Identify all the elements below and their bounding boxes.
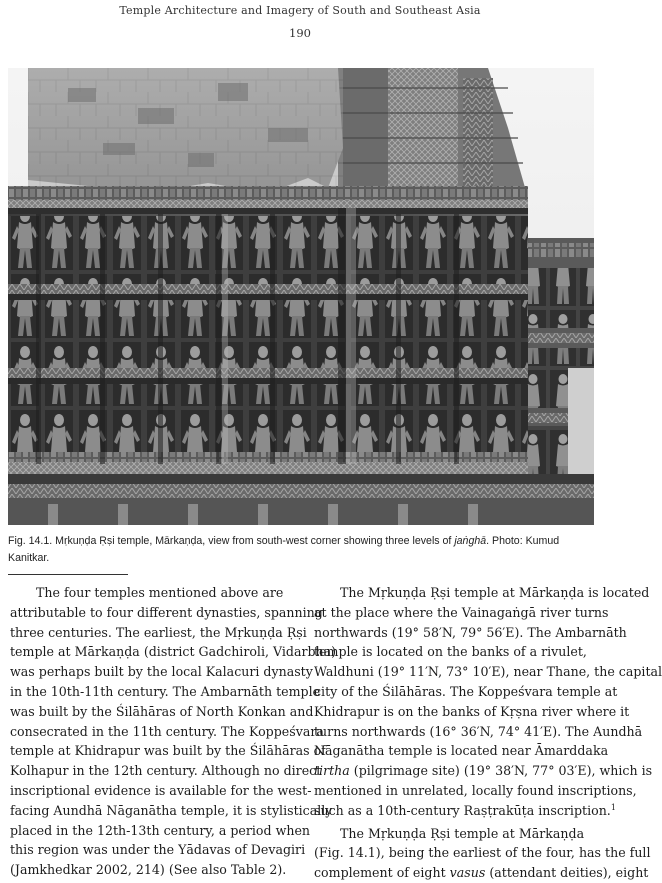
- right-line: [314, 761, 653, 781]
- left-line: facing Aundhā Nāganātha temple, it is stylistically: [10, 802, 333, 818]
- vasus-post: (attendant deities), eight: [485, 865, 649, 881]
- left-line: The four temples mentioned above are: [36, 585, 284, 600]
- right-line: turns northwards (16° 36′N, 74° 41′E). The Aundhā: [314, 723, 643, 739]
- caption-divider: [8, 574, 128, 575]
- right-paragraph-1: [314, 583, 662, 821]
- caption-text-c: Kanitkar.: [8, 551, 50, 564]
- tirtha-term: tirtha: [314, 763, 350, 779]
- temple-photo-drawing: [8, 68, 594, 525]
- left-line: was perhaps built by the local Kalacuri dynasty: [10, 664, 313, 680]
- left-line: in the 10th-11th century. The Ambarnāth temple: [10, 683, 321, 699]
- left-line: three centuries. The earliest, the Mṛkuṇḍa Ṛṣi: [10, 624, 307, 640]
- left-line: Kolhapur in the 12th century. Although no direct: [10, 763, 322, 779]
- right-line: (Fig. 14.1), being the earliest of the four, has the full: [314, 845, 651, 861]
- right-line: at the place where the Vainagaṅgā river turns: [314, 604, 609, 620]
- caption-label: Fig. 14.1.: [8, 535, 53, 547]
- left-line: consecrated in the 11th century. The Koppeśvara: [10, 723, 324, 739]
- left-line: inscriptional evidence is available for the west-: [10, 782, 312, 798]
- right-line: [314, 801, 616, 821]
- vasus-term: vasus: [449, 865, 486, 881]
- right-line: Waldhuni (19° 11′N, 73° 10′E), near Thane, the capital: [314, 664, 662, 680]
- page-number: 190: [289, 26, 311, 40]
- figure-caption: [8, 533, 594, 567]
- left-line: placed in the 12th-13th century, a period when: [10, 822, 311, 838]
- right-column: [314, 583, 662, 883]
- caption-text-italic: jaṅghā: [454, 535, 487, 547]
- left-line: was built by the Śilāhāras of North Konkan and: [10, 703, 314, 719]
- right-paragraph-2: [314, 824, 651, 883]
- right-line: mentioned in unrelated, locally found inscriptions,: [314, 782, 637, 798]
- right-line: Khidrapur is on the banks of Kṛṣna river where it: [314, 703, 630, 719]
- temple-photograph: [8, 68, 594, 525]
- right-line: Nāganātha temple is located near Āmarddaka: [314, 743, 609, 759]
- left-line: attributable to four different dynasties, spanning: [10, 604, 323, 620]
- left-line: this region was under the Yādavas of Devagiri: [10, 842, 306, 858]
- right-line: city of the Śilāhāras. The Koppeśvara temple at: [314, 683, 618, 699]
- caption-text-b: . Photo: Kumud: [486, 535, 560, 547]
- right-line: The Mṛkuṇḍa Ṛṣi temple at Mārkaṇḍa: [340, 825, 585, 841]
- right-line: temple is located on the banks of a rivulet,: [314, 644, 587, 660]
- right-line: northwards (19° 58′N, 79° 56′E). The Ambarnāth: [314, 624, 627, 640]
- left-line: temple at Khidrapur was built by the Śilāhāras of: [10, 743, 326, 759]
- left-line: temple at Mārkaṇḍa (district Gadchiroli, Vidarbha): [10, 644, 337, 660]
- tirtha-rest: (pilgrimage site) (19° 38′N, 77° 03′E), which is: [349, 763, 653, 779]
- right-line: The Mṛkuṇḍa Ṛṣi temple at Mārkaṇḍa is located: [340, 585, 650, 600]
- right-line: [314, 863, 649, 883]
- vasus-pre: complement of eight: [314, 865, 450, 881]
- caption-text-a: Mṛkuṇḍa Ṛṣi temple, Mārkaṇḍa, view from south-west corner showing three levels of: [52, 535, 455, 547]
- running-title: Temple Architecture and Imagery of South and Southeast Asia: [119, 4, 481, 17]
- left-line: (Jamkhedkar 2002, 214) (See also Table 2).: [10, 862, 287, 878]
- footnote-marker[interactable]: 1: [610, 802, 616, 812]
- right-line-text: such as a 10th-century Raṣṭrakūṭa inscription.: [314, 802, 611, 818]
